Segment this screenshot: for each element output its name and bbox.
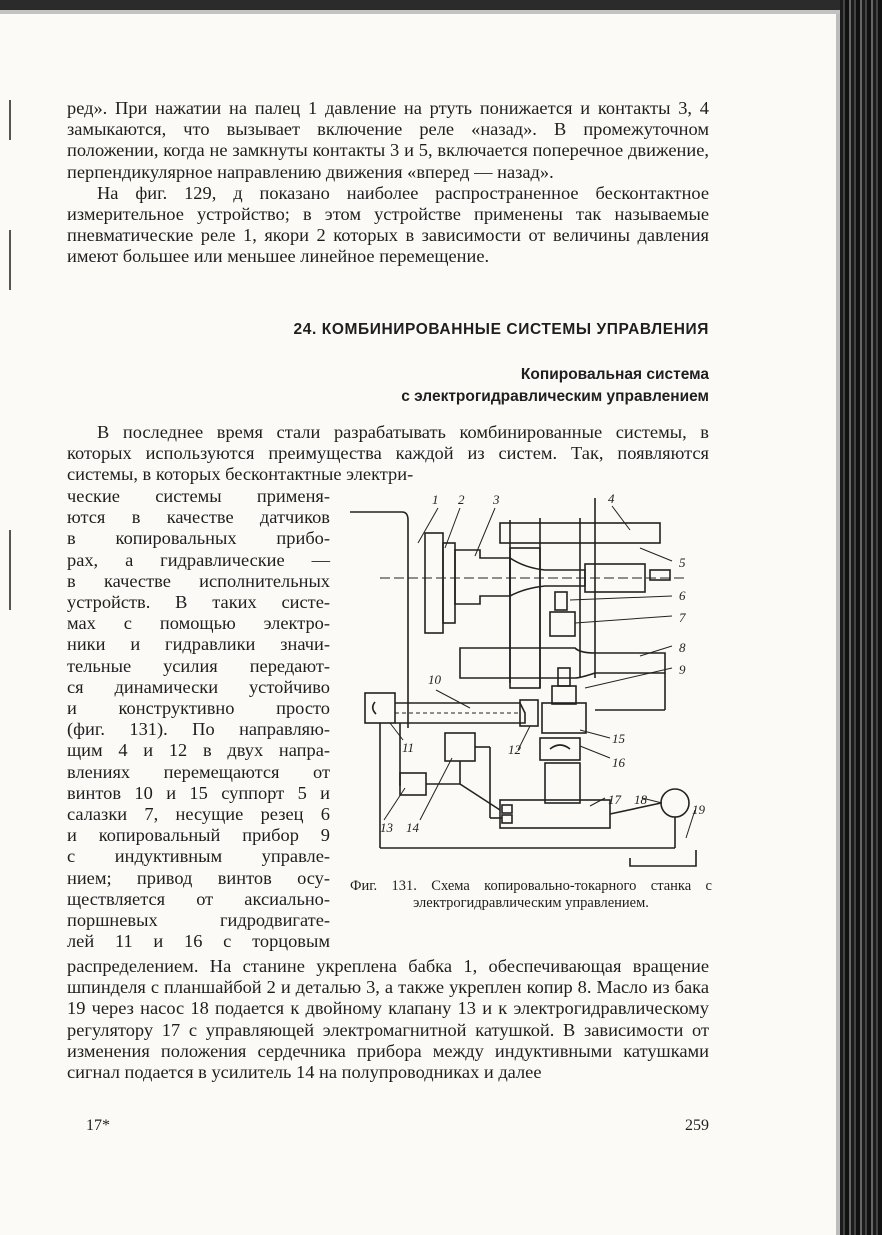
left-column-line: в качестве исполнительных (67, 570, 330, 591)
left-column-line: мах с помощью электро- (67, 613, 330, 634)
callout-12: 12 (508, 742, 521, 757)
callout-1: 1 (432, 492, 439, 507)
subheading-line-1: Копировальная система (520, 366, 709, 383)
bottom-paragraph: распределением. На станине укреплена бабка 1, обеспечивающая вращение шпинделя с планшайбой 2 и деталью 3, а также укреплен копир 8. Масло из бака 19 через насос 18 подается к двойному клапану 13 и к электрогидравлическому регулятору 17 с управляющей электромагнитной катушкой. В зависимости от изменения положения сердечника прибора между индуктивными катушками сигнал подается в усилитель 14 на полупроводниках и далее (67, 956, 709, 1083)
figure-caption: Фиг. 131. Схема копировально-токарного станка с электрогидравлическим управлением. (350, 878, 712, 911)
left-column-line: рах, а гидравлические — (67, 549, 330, 570)
left-column-line: ществляется от аксиально- (67, 888, 330, 909)
left-column-line: щим 4 и 12 в двух напра- (67, 740, 330, 761)
left-column-line: лей 11 и 16 с торцовым (67, 931, 330, 952)
intro-text-block (67, 422, 709, 486)
callout-11: 11 (402, 740, 415, 755)
subheading-line-2: с электрогидравлическим управлением (401, 388, 709, 405)
callout-19: 19 (692, 802, 705, 817)
callout-8: 8 (679, 640, 686, 655)
left-column-line: в копировальных прибо- (67, 528, 330, 549)
callout-6: 6 (679, 588, 686, 603)
left-column-line: с индуктивным управле- (67, 846, 330, 867)
left-column-line: поршневых гидродвигате- (67, 910, 330, 931)
figure-131-schematic (340, 488, 710, 868)
callout-17: 17 (608, 792, 621, 807)
left-column-line: винтов 10 и 15 суппорт 5 и (67, 782, 330, 803)
callout-2: 2 (458, 492, 465, 507)
callout-5: 5 (679, 555, 686, 570)
callout-10: 10 (428, 672, 441, 687)
left-column-line: ются в качестве датчиков (67, 507, 330, 528)
left-column-line: и конструктивно просто (67, 698, 330, 719)
callout-3: 3 (493, 492, 500, 507)
left-column-line: тельные усилия передают- (67, 655, 330, 676)
bottom-text-block (67, 956, 709, 1083)
left-column-line: ся динамически устойчиво (67, 676, 330, 697)
callout-4: 4 (608, 491, 615, 506)
left-column-line: влениях перемещаются от (67, 761, 330, 782)
scan-top-edge (0, 0, 882, 10)
scan-left-mark (9, 530, 11, 610)
callout-7: 7 (679, 610, 686, 625)
left-column-line: ческие системы применя- (67, 486, 330, 506)
left-column-line: ники и гидравлики значи- (67, 634, 330, 655)
left-column-line: и копировальный прибор 9 (67, 825, 330, 846)
signature-mark: 17* (86, 1117, 110, 1134)
left-column-line: (фиг. 131). По направляю- (67, 719, 330, 740)
callout-9: 9 (679, 662, 686, 677)
scan-right-edge (840, 0, 882, 1235)
top-text-block (67, 98, 709, 268)
page-number: 259 (685, 1117, 709, 1134)
callout-14: 14 (406, 820, 419, 835)
section-heading: 24. КОМБИНИРОВАННЫЕ СИСТЕМЫ УПРАВЛЕНИЯ (293, 321, 709, 338)
left-column-line: салазки 7, несущие резец 6 (67, 804, 330, 825)
scan-right-shadow (836, 14, 840, 1235)
left-column-text (67, 486, 330, 952)
scan-top-shadow (0, 10, 882, 14)
callout-15: 15 (612, 731, 625, 746)
paragraph-fig129: На фиг. 129, д показано наиболее распространенное бесконтактное измерительное устройство; в этом устройстве применены так называемые пневматические реле 1, якори 2 которых в зависимости от величины давления имеют большее или меньшее линейное перемещение. (67, 182, 709, 267)
scan-left-mark (9, 230, 11, 290)
callout-16: 16 (612, 755, 625, 770)
paragraph-continued: ред». При нажатии на палец 1 давление на ртуть понижается и контакты 3, 4 замыкаются, что вызывает включение реле «назад». В промежуточном положении, когда не замкнуты контакты 3 и 5, включается поперечное движение, перпендикулярное направлению движения «вперед — назад». (67, 98, 709, 182)
intro-paragraph: В последнее время стали разрабатывать комбинированные системы, в которых используются преимущества каждой из систем. Так, появляются системы, в которых бесконтактные электри- (67, 422, 709, 485)
scan-left-mark (9, 100, 11, 140)
callout-18: 18 (634, 792, 647, 807)
left-column-line: устройств. В таких систе- (67, 592, 330, 613)
callout-13: 13 (380, 820, 393, 835)
left-column-line: нием; привод винтов осу- (67, 867, 330, 888)
